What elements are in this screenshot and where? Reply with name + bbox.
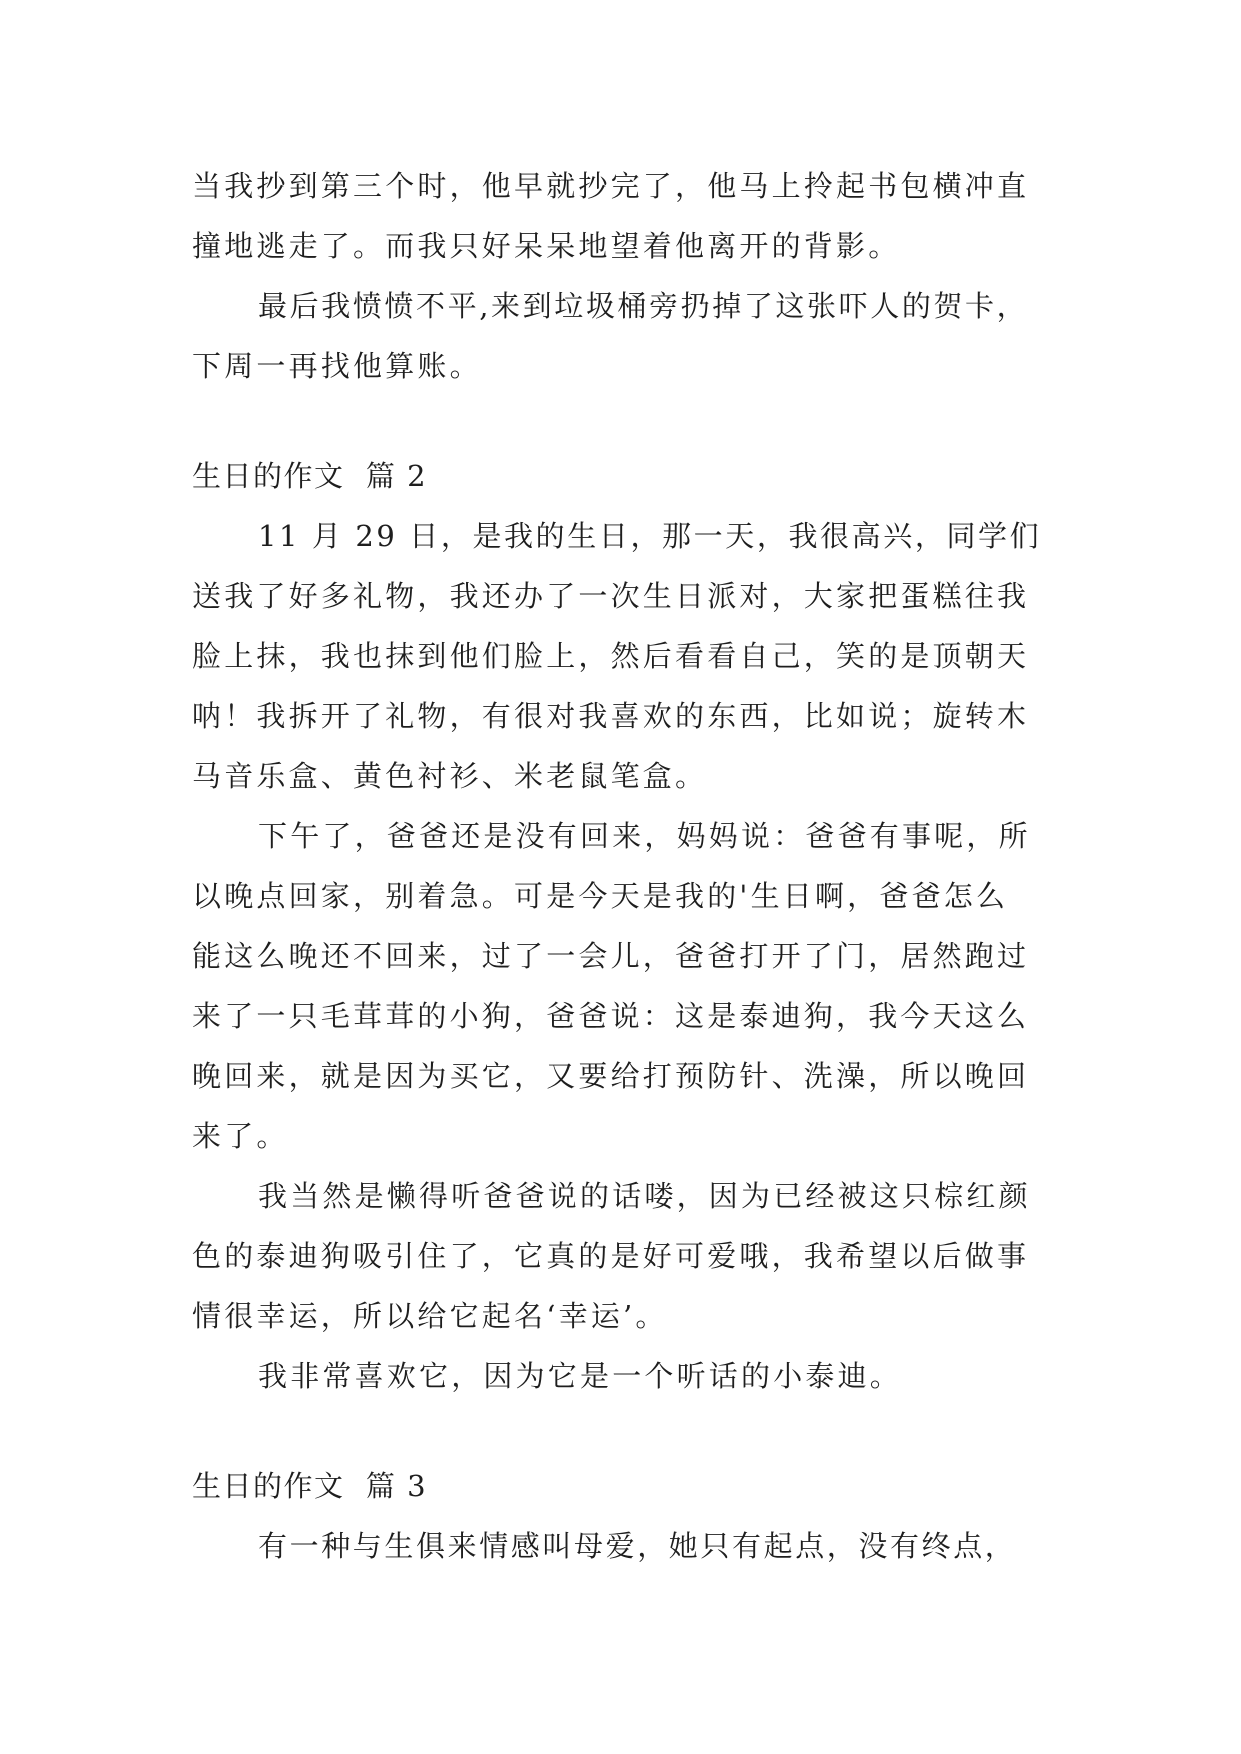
text-line: 撞地逃走了。而我只好呆呆地望着他离开的背影。	[192, 229, 901, 263]
text-line: 呐！我拆开了礼物，有很对我喜欢的东西，比如说；旋转木	[192, 699, 1030, 733]
text-line: 我非常喜欢它，因为它是一个听话的小泰迪。	[258, 1359, 903, 1393]
text-line: 色的泰迪狗吸引住了，它真的是好可爱哦，我希望以后做事	[192, 1239, 1030, 1273]
text-line: 来了一只毛茸茸的小狗，爸爸说：这是泰迪狗，我今天这么	[192, 999, 1030, 1033]
text-line: 以晚点回家，别着急。可是今天是我的'生日啊，爸爸怎么	[192, 879, 1009, 913]
text-line: 我当然是懒得听爸爸说的话喽，因为已经被这只棕红颜	[258, 1179, 1031, 1213]
text-line: 最后我愤愤不平,来到垃圾桶旁扔掉了这张吓人的贺卡，	[258, 289, 1029, 323]
text-line: 能这么晚还不回来，过了一会儿，爸爸打开了门，居然跑过	[192, 939, 1030, 973]
text-line: 脸上抹，我也抹到他们脸上，然后看看自己，笑的是顶朝天	[192, 639, 1030, 673]
text-line: 有一种与生俱来情感叫母爱，她只有起点，没有终点，	[258, 1529, 1017, 1563]
text-line: 下周一再找他算账。	[192, 349, 482, 383]
text-line: 送我了好多礼物，我还办了一次生日派对，大家把蛋糕往我	[192, 579, 1030, 613]
section-heading: 生日的作文 篇 2	[192, 459, 428, 493]
text-line: 当我抄到第三个时，他早就抄完了，他马上拎起书包横冲直	[192, 169, 1030, 203]
section-heading: 生日的作文 篇 3	[192, 1469, 428, 1503]
text-line: 来了。	[192, 1119, 289, 1153]
text-line: 11 月 29 日，是我的生日，那一天，我很高兴，同学们	[258, 519, 1042, 553]
text-line: 马音乐盒、黄色衬衫、米老鼠笔盒。	[192, 759, 708, 793]
text-line: 下午了，爸爸还是没有回来，妈妈说：爸爸有事呢，所	[258, 819, 1031, 853]
text-line: 晚回来，就是因为买它，又要给打预防针、洗澡，所以晚回	[192, 1059, 1030, 1093]
text-line: 情很幸运，所以给它起名‘幸运’。	[192, 1299, 668, 1333]
